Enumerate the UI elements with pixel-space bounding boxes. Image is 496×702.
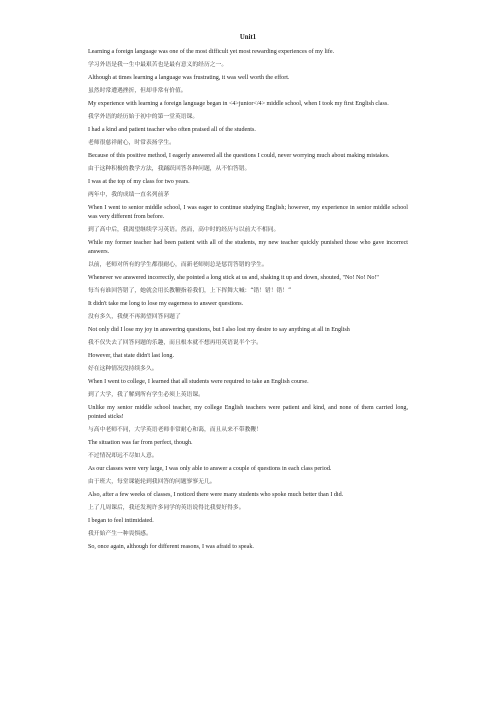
english-sentence: I began to feel intimidated. (88, 518, 154, 524)
chinese-translation: 到了高中后，我渴望继续学习英语。然而，高中时的经历与以前大不相同。 (88, 227, 280, 233)
chinese-translation: 两年中，我的成绩一直名列前茅 (88, 192, 170, 198)
english-sentence: It didn't take me long to lose my eagerness to answer questions. (88, 301, 244, 307)
english-sentence: Whenever we answered incorrectly, she pointed a long stick at us and, shaking it up and down, shouted, "No! No! No!" (88, 275, 379, 281)
english-sentence: Also, after a few weeks of classes, I noticed there were many students who spoke much better than I did. (88, 492, 344, 498)
english-sentence: The situation was far from perfect, though. (88, 440, 193, 446)
english-sentence: Although at times learning a language was frustrating, it was well worth the effort. (88, 75, 290, 81)
english-sentence: However, that state didn't last long. (88, 353, 174, 359)
chinese-translation: 每当有谁回答错了，她就会用长教鞭指着我们，上下挥舞大喊：“错！错！错！” (88, 288, 292, 294)
english-sentence: I was at the top of my class for two years. (88, 179, 190, 185)
chinese-translation: 好在这种情况没持续多久。 (88, 366, 158, 372)
english-sentence: Not only did I lose my joy in answering questions, but I also lost my desire to say anything at all in English (88, 327, 350, 333)
english-sentence: Because of this positive method, I eagerly answered all the questions I could, never worrying much about making mistakes. (88, 153, 390, 159)
english-sentence: My experience with learning a foreign language began in <4>junior</4> middle school, when I took my first English class. (88, 101, 389, 107)
document-title: Unit1 (239, 34, 257, 41)
chinese-translation: 由于这种积极的教学方法，我踊跃回答各种问题，从不怕答错。 (88, 166, 251, 172)
chinese-translation: 由于班大，每堂课能轮到我回答的问题寥寥无几。 (88, 479, 216, 485)
document-body (88, 48, 408, 552)
english-sentence: Unlike my senior middle school teacher, my college English teachers were patient and kind, and none of them carried long, pointed sticks! (88, 405, 408, 420)
english-sentence: I had a kind and patient teacher who often praised all of the students. (88, 127, 256, 133)
chinese-translation: 学习外语是我一生中最艰苦也是最有意义的经历之一。 (88, 62, 228, 68)
chinese-translation: 以前，老师对所有的学生都很耐心，而新老师则总是惩罚答错的学生。 (88, 262, 268, 268)
chinese-translation: 虽然时常遭遇挫折，但却非常有价值。 (88, 88, 187, 94)
chinese-translation: 到了大学，我了解到所有学生必须上英语课。 (88, 392, 204, 398)
chinese-translation: 上了几周课后，我还发现许多同学的英语说得比我要好得多。 (88, 505, 245, 511)
chinese-translation: 没有多久，我便不再渴望回答问题了 (88, 314, 181, 320)
chinese-translation: 不过情况却远不尽如人意。 (88, 453, 158, 459)
english-sentence: While my former teacher had been patient with all of the students, my new teacher quickly punished those who gave incorrect answers. (88, 240, 408, 255)
chinese-translation: 我不仅失去了回答问题的乐趣，而且根本就不想再用英语说半个字。 (88, 340, 262, 346)
english-sentence: Learning a foreign language was one of the most difficult yet most rewarding experiences of my life. (88, 49, 335, 55)
english-sentence: When I went to college, I learned that all students were required to take an English course. (88, 379, 309, 385)
english-sentence: When I went to senior middle school, I was eager to continue studying English; however, my experience in senior middle school was very different from before. (88, 205, 408, 220)
english-sentence: So, once again, although for different reasons, I was afraid to speak. (88, 544, 254, 550)
english-sentence: As our classes were very large, I was only able to answer a couple of questions in each class period. (88, 466, 332, 472)
chinese-translation: 与高中老师不同，大学英语老师非常耐心和蔼，而且从来不带教鞭！ (88, 427, 262, 433)
chinese-translation: 老师很慈祥耐心，时常表扬学生。 (88, 140, 175, 146)
chinese-translation: 我学外语的经历始于初中的第一堂英语课。 (88, 114, 199, 120)
chinese-translation: 我开始产生一种畏惧感。 (88, 531, 152, 537)
